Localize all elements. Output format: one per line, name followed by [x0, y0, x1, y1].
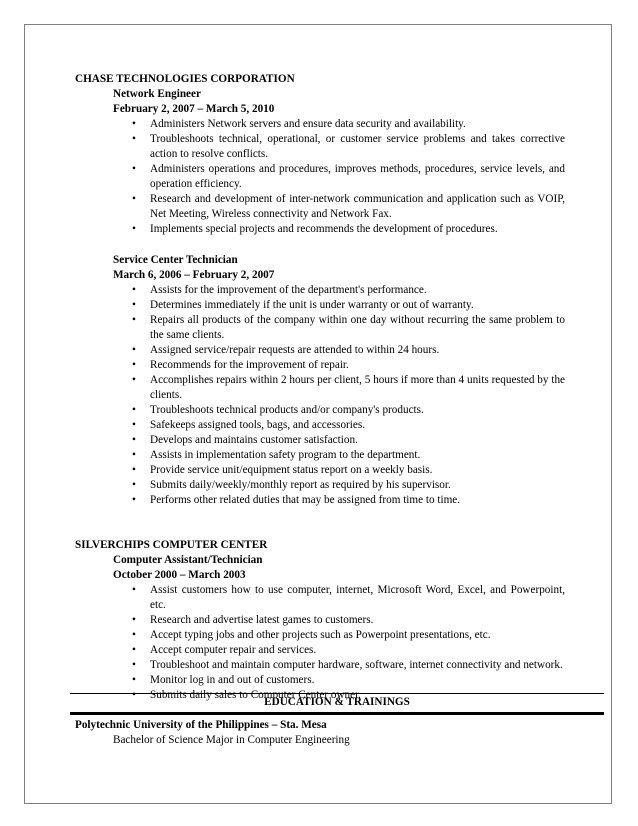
- duty-item: • Repairs all products of the company within one day without recurring the same problem to the same clients.: [150, 313, 565, 343]
- company-name: CHASE TECHNOLOGIES CORPORATION: [75, 73, 295, 85]
- duty-item: • Submits daily sales to Computer Center owner.: [150, 688, 565, 703]
- duty-item: • Accept computer repair and services.: [150, 643, 565, 658]
- duty-item: • Develops and maintains customer satisfaction.: [150, 433, 565, 448]
- duty-item: • Administers Network servers and ensure data security and availability.: [150, 117, 565, 132]
- duty-item: • Troubleshoots technical, operational, or customer service problems and takes corrective action to resolve conflicts.: [150, 132, 565, 162]
- school-name: Polytechnic University of the Philippines – Sta. Mesa: [75, 719, 327, 731]
- education-section: [75, 718, 575, 748]
- education-section-heading: EDUCATION & TRAININGS: [70, 693, 604, 715]
- duty-item: • Assists for the improvement of the department's performance.: [150, 283, 565, 298]
- duty-item: • Assist customers how to use computer, internet, Microsoft Word, Excel, and Powerpoint, etc.: [150, 583, 565, 613]
- duty-item: • Research and advertise latest games to customers.: [150, 613, 565, 628]
- duty-list: [75, 117, 565, 237]
- duty-item: • Accomplishes repairs within 2 hours per client, 5 hours if more than 4 units requested by the clients.: [150, 373, 565, 403]
- degree-name: Bachelor of Science Major in Computer Engineering: [113, 734, 350, 746]
- duty-item: • Troubleshoot and maintain computer hardware, software, internet connectivity and network.: [150, 658, 565, 673]
- duty-list: [75, 283, 565, 508]
- duty-item: • Submits daily/weekly/monthly report as required by his supervisor.: [150, 478, 565, 493]
- duty-item: • Monitor log in and out of customers.: [150, 673, 565, 688]
- job-dates: March 6, 2006 – February 2, 2007: [113, 269, 275, 281]
- duty-item: • Research and development of inter-network communication and application such as VOIP, Net Meeting, Wireless connectivity and Network Fax.: [150, 192, 565, 222]
- duty-item: • Recommends for the improvement of repair.: [150, 358, 565, 373]
- duty-item: • Safekeeps assigned tools, bags, and accessories.: [150, 418, 565, 433]
- duty-item: • Determines immediately if the unit is under warranty or out of warranty.: [150, 298, 565, 313]
- company-name: SILVERCHIPS COMPUTER CENTER: [75, 539, 268, 551]
- duty-item: • Accept typing jobs and other projects such as Powerpoint presentations, etc.: [150, 628, 565, 643]
- job-title: Computer Assistant/Technician: [113, 554, 263, 566]
- duty-item: • Troubleshoots technical products and/or company's products.: [150, 403, 565, 418]
- duty-list: [75, 583, 565, 703]
- duty-item: • Administers operations and procedures, improves methods, procedures, service levels, and operation efficiency.: [150, 162, 565, 192]
- experience-section: [75, 72, 565, 703]
- duty-item: • Provide service unit/equipment status report on a weekly basis.: [150, 463, 565, 478]
- duty-item: • Implements special projects and recommends the development of procedures.: [150, 222, 565, 237]
- job-dates: October 2000 – March 2003: [113, 569, 246, 581]
- job-title: Network Engineer: [113, 88, 201, 100]
- duty-item: • Assigned service/repair requests are attended to within 24 hours.: [150, 343, 565, 358]
- duty-item: • Assists in implementation safety program to the department.: [150, 448, 565, 463]
- job-dates: February 2, 2007 – March 5, 2010: [113, 103, 275, 115]
- job-title: Service Center Technician: [113, 254, 238, 266]
- duty-item: • Performs other related duties that may be assigned from time to time.: [150, 493, 565, 508]
